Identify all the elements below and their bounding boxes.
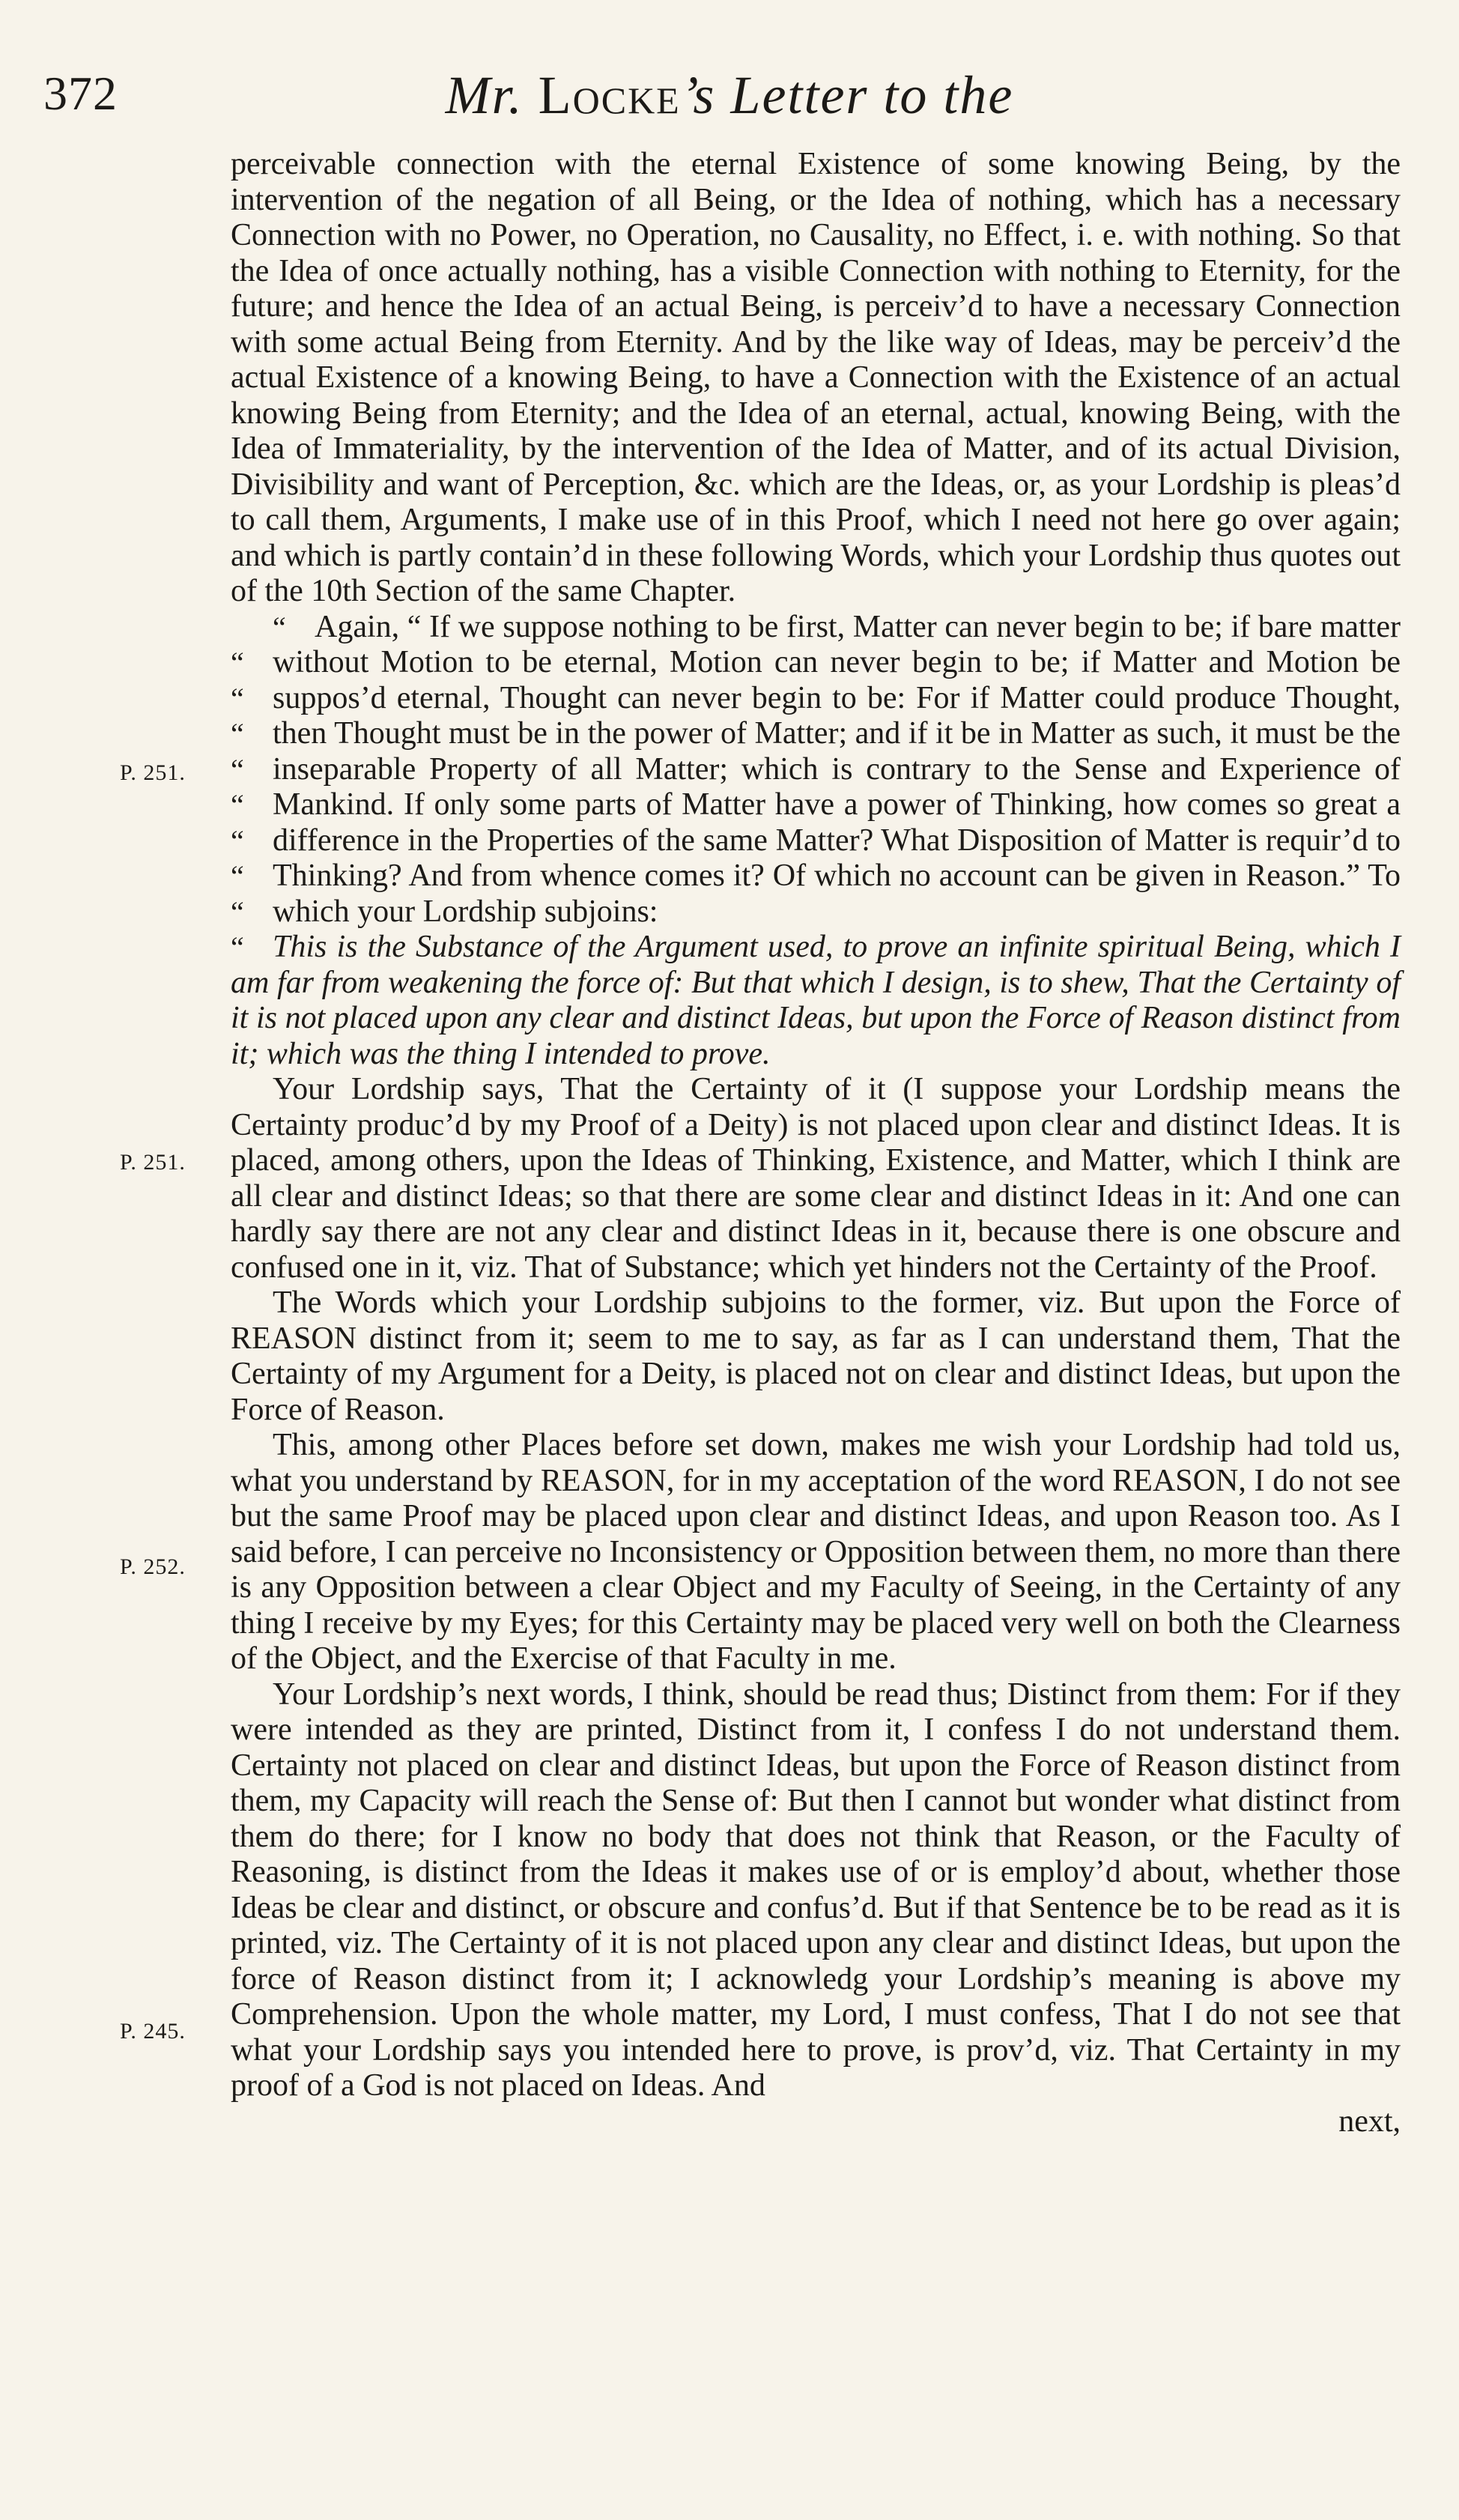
margin-note: P. 251. — [120, 1150, 186, 1175]
page-number: 372 — [43, 67, 118, 120]
paragraph: This is the Substance of the Argument used, to prove an infinite spiritual Being, which I am far from weakening the force of: But that which I design, is to shew, That the Certainty of it is not placed upon any clear and distinct Ideas, but upon the Force of Reason distinct from it; which was the thing I intended to prove. — [231, 930, 1401, 1071]
margin-note: P. 251. — [120, 760, 186, 785]
paragraph: The Words which your Lordship subjoins to the former, viz. But upon the Force of REASON distinct from it; seem to me to say, as far as I can understand them, That the Certainty of my Argument for a Deity, is placed not on clear and distinct Ideas, but upon the Force of Reason. — [231, 1285, 1401, 1427]
running-head — [0, 64, 1459, 127]
paragraph: perceivable connection with the eternal Existence of some knowing Being, by the intervention of the negation of all Being, or the Idea of nothing, which has a necessary Connection with no Power, no Operation, no Causality, no Effect, i. e. with nothing. So that the Idea of once actually nothing, has a visible Connection with nothing to Eternity, for the future; and hence the Idea of an actual Being, is perceiv’d to have a necessary Connection with some actual Being from Eternity. And by the like way of Ideas, may be perceiv’d the actual Existence of a knowing Being, to have a Connection with the Existence of an actual knowing Being from Eternity; and the Idea of an eternal, actual, knowing Being, with the Idea of Immateriality, by the intervention of the Idea of Matter, and of its actual Division, Divisibility and want of Perception, &c. which are the Ideas, or, as your Lordship is pleas’d to call them, Arguments, I make use of in this Proof, which I need not here go over again; and which is partly contain’d in these following Words, which your Lordship thus quotes out of the 10th Section of the same Chapter. — [231, 147, 1401, 608]
quoted-paragraph: “ “ “ “ “ “ “ “ “ “ Again, “ If we suppose nothing to be first, Matter can never begin to be; if bare matter without Motion to be eternal, Motion can never begin to be; if Matter and Motion be suppos’d eternal, Thought can never begin to be: For if Matter could produce Thought, then Thought must be in the power of Matter; and if it be in Matter as such, it must be the inseparable Property of all Matter; which is contrary to the Sense and Experience of Mankind. If only some parts of Matter have a power of Thinking, how comes so great a difference in the Properties of the same Matter? What Disposition of Matter is requir’d to Thinking? And from whence comes it? Of which no account can be given in Reason.” To which your Lordship subjoins: — [231, 610, 1401, 930]
margin-note: P. 252. — [120, 1554, 186, 1579]
paragraph: Your Lordship’s next words, I think, should be read thus; Distinct from them: For if they were intended as they are printed, Distinct from it, I confess I do not understand them. Certainty not placed on clear and distinct Ideas, but upon the Force of Reason distinct from them, my Capacity will reach the Sense of: But then I cannot but wonder what distinct from them do there; for I know no body that does not think that Reason, or the Faculty of Reasoning, is distinct from the Ideas it makes use of or is employ’d about, whether those Ideas be clear and distinct, or obscure and confus’d. But if that Sentence be to be read as it is printed, viz. The Certainty of it is not placed upon any clear and distinct Ideas, but upon the force of Reason distinct from it; I acknowledg your Lordship’s meaning is above my Comprehension. Upon the whole matter, my Lord, I must confess, That I do not see that what your Lordship says you intended here to prove, is prov’d, viz. That Certainty in my proof of a God is not placed on Ideas. And — [231, 1677, 1401, 2103]
margin-note: P. 245. — [120, 2019, 186, 2044]
paragraph: This, among other Places before set down, makes me wish your Lordship had told us, what you understand by REASON, for in my acceptation of the word REASON, I do not see but the same Proof may be placed upon clear and distinct Ideas, and upon Reason too. As I said before, I can perceive no Inconsistency or Opposition between them, no more than there is any Opposition between a clear Object and my Faculty of Seeing, in the Certainty of any thing I receive by my Eyes; for this Certainty may be placed very well on both the Clearness of the Object, and the Exercise of that Faculty in me. — [231, 1428, 1401, 1676]
running-head-suffix: ’s Letter to the — [680, 65, 1014, 125]
running-head-prefix: Mr. — [445, 65, 524, 125]
running-head-name: Locke — [538, 65, 681, 125]
paragraph: Your Lordship says, That the Certainty of it (I suppose your Lordship means the Certainty produc’d by my Proof of a Deity) is not placed upon clear and distinct Ideas. It is placed, among others, upon the Ideas of Thinking, Existence, and Matter, which I think are all clear and distinct Ideas; so that there are some clear and distinct Ideas in it: And one can hardly say there are not any clear and distinct Ideas in it, because there is one obscure and confused one in it, viz. That of Substance; which yet hinders not the Certainty of the Proof. — [231, 1072, 1401, 1285]
catchword: next, — [1338, 2103, 1401, 2139]
body-text — [231, 147, 1401, 2139]
